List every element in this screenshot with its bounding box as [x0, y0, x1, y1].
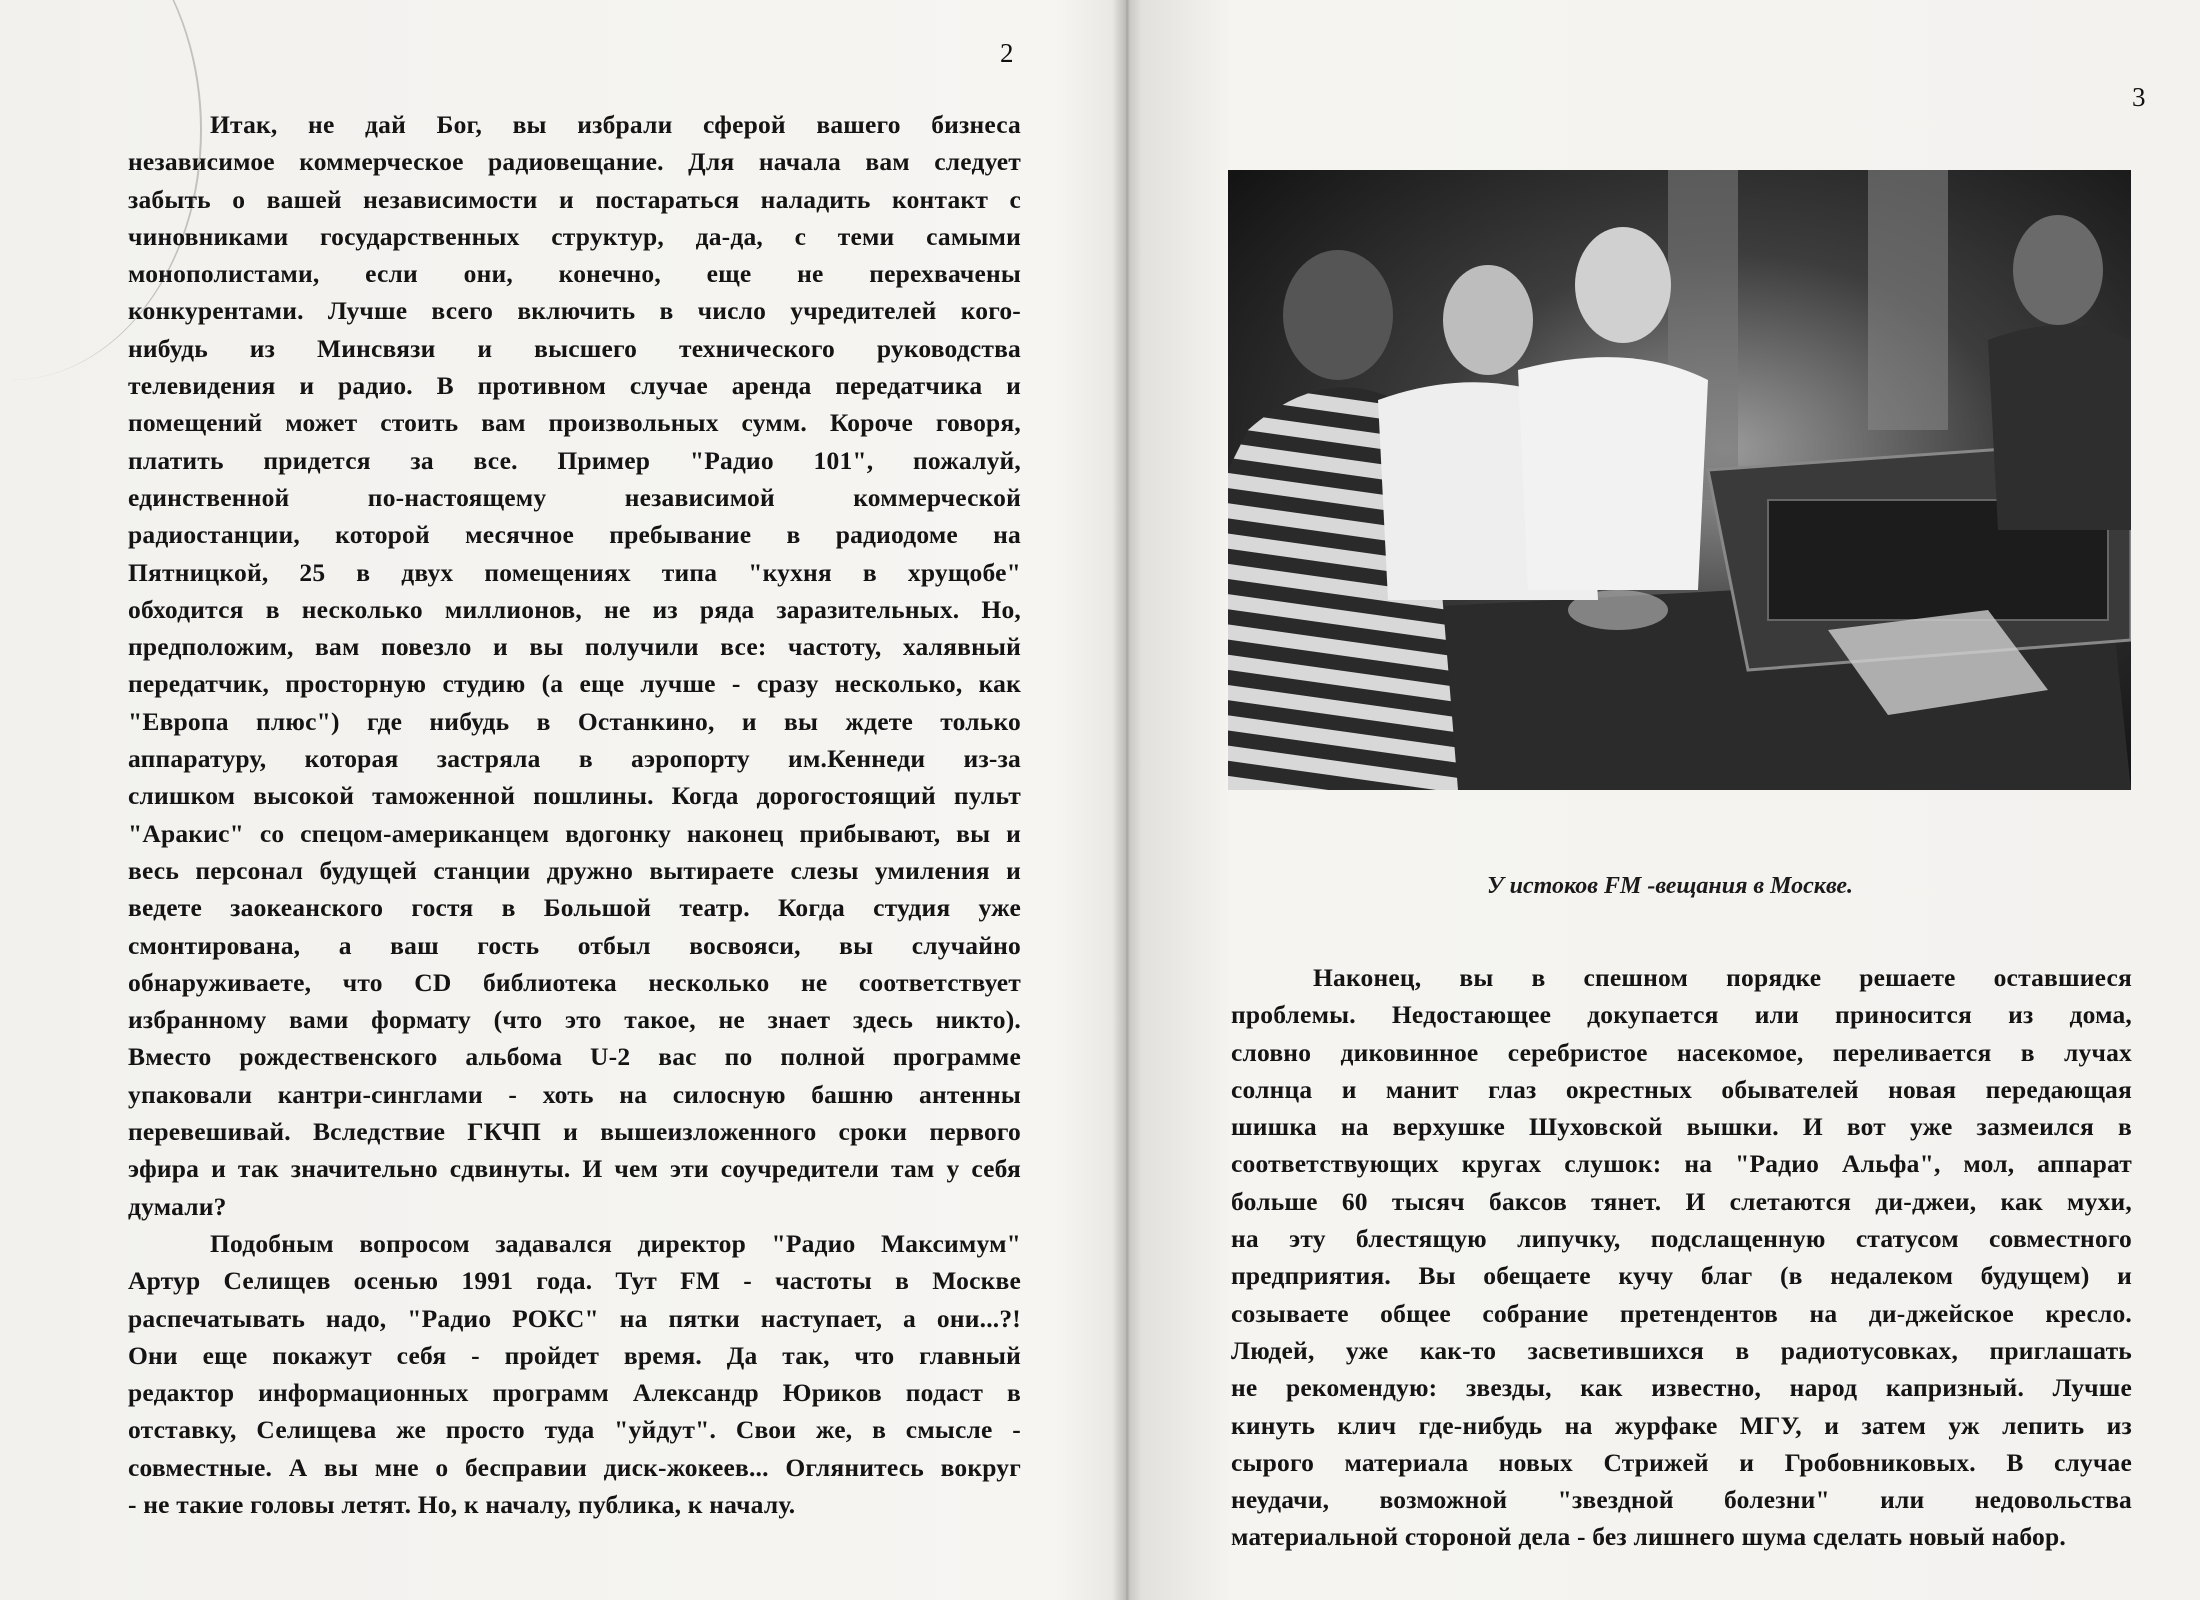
text-line: Наконец, вы в спешном порядке решаете оставшиеся: [1313, 963, 2132, 992]
text-line: думали?: [128, 1191, 227, 1221]
text-line: перевешивай. Вследствие ГКЧП и вышеизложенного сроки первого: [128, 1117, 1021, 1147]
studio-photo: [1228, 170, 2131, 790]
text-line: упаковали кантри-синглами - хоть на силосную башню антенны: [128, 1079, 1021, 1109]
right-page-text: [1231, 959, 2132, 1556]
text-line: редактор информационных программ Александр Юриков подаст в: [128, 1378, 1021, 1408]
text-line: "Аракис" со спецом-американцем вдогонку наконец прибывают, вы и: [128, 818, 1021, 848]
text-line: Вместо рождественского альбома U-2 вас по полной программе: [128, 1042, 1021, 1072]
text-line: материальной стороной дела - без лишнего шума сделать новый набор.: [1231, 1522, 2066, 1552]
text-line: созываете общее собрание претендентов на ди-джейское кресло.: [1231, 1298, 2132, 1328]
text-line: Итак, не дай Бог, вы избрали сферой вашего бизнеса: [210, 110, 1021, 139]
text-line: Артур Селищев осенью 1991 года. Тут FM - частоты в Москве: [128, 1266, 1021, 1296]
text-line: передатчик, просторную студию (а еще лучше - сразу несколько, как: [128, 669, 1021, 699]
text-line: помещений может стоить вам произвольных сумм. Короче говоря,: [128, 408, 1021, 438]
text-line: обходится в несколько миллионов, не из ряда заразительных. Но,: [128, 594, 1021, 624]
text-line: солнца и манит глаз окрестных обывателей новая передающая: [1231, 1074, 2132, 1104]
left-page-text: [128, 106, 1021, 1523]
text-line: проблемы. Недостающее докупается или приносится из дома,: [1231, 1000, 2132, 1030]
text-line: чиновниками государственных структур, да-да, с теми самыми: [128, 221, 1021, 251]
text-line: на эту блестящую липучку, подслащенную статусом совместного: [1231, 1224, 2132, 1254]
text-line: независимое коммерческое радиовещание. Для начала вам следует: [128, 147, 1021, 177]
text-line: Людей, уже как-то засветившихся в радиотусовках, приглашать: [1231, 1335, 2132, 1365]
text-line: предприятия. Вы обещаете кучу благ (в недалеком будущем) и: [1231, 1261, 2132, 1291]
text-line: отставку, Селищева же просто туда "уйдут". Свои же, в смысле -: [128, 1415, 1021, 1445]
text-line: больше 60 тысяч баксов тянет. И слетаются ди-джеи, как мухи,: [1231, 1186, 2132, 1216]
text-line: не рекомендую: звезды, как известно, народ капризный. Лучше: [1231, 1373, 2132, 1403]
text-line: телевидения и радио. В противном случае аренда передатчика и: [128, 371, 1021, 401]
text-line: "Европа плюс") где нибудь в Останкино, и вы ждете только: [128, 706, 1021, 736]
text-line: неудачи, возможной "звездной болезни" или недовольства: [1231, 1485, 2132, 1515]
right-page: [1140, 0, 2200, 1600]
text-line: слишком высокой таможенной пошлины. Когда дорогостоящий пульт: [128, 781, 1021, 811]
text-line: обнаруживаете, что CD библиотека несколько не соответствует: [128, 967, 1021, 997]
text-line: нибудь из Минсвязи и высшего технического руководства: [128, 333, 1021, 363]
text-line: эфира и так значительно сдвинуты. И чем эти соучредители там у себя: [128, 1154, 1021, 1184]
text-line: ведете заокеанского гостя в Большой театр. Когда студия уже: [128, 893, 1021, 923]
text-line: радиостанции, которой месячное пребывание в радиодоме на: [128, 520, 1021, 550]
photo-caption: У истоков FM -вещания в Москве.: [1486, 873, 1854, 899]
text-line: словно диковинное серебристое насекомое, переливается в лучах: [1231, 1037, 2132, 1067]
text-line: совместные. А вы мне о бесправии диск-жокеев... Оглянитесь вокруг: [128, 1452, 1021, 1482]
text-line: кинуть клич где-нибудь на журфаке МГУ, и затем уж лепить из: [1231, 1410, 2132, 1440]
left-page-number: 2: [1000, 38, 1014, 68]
text-line: - не такие головы летят. Но, к началу, публика, к началу.: [128, 1489, 796, 1519]
text-line: монополистами, если они, конечно, еще не перехвачены: [128, 259, 1021, 289]
text-line: Подобным вопросом задавался директор "Радио Максимум": [210, 1228, 1021, 1258]
text-line: платить придется за все. Пример "Радио 101", пожалуй,: [128, 445, 1021, 475]
text-line: единственной по-настоящему независимой коммерческой: [128, 482, 1021, 512]
studio-photo-illustration: [1228, 170, 2131, 790]
text-line: конкурентами. Лучше всего включить в число учредителей кого-: [128, 296, 1021, 326]
text-line: аппаратуру, которая застряла в аэропорту им.Кеннеди из-за: [128, 744, 1021, 774]
text-line: Пятницкой, 25 в двух помещениях типа "кухня в хрущобе": [128, 557, 1021, 587]
text-line: соответствующих кругах слушок: на "Радио Альфа", мол, аппарат: [1231, 1149, 2132, 1179]
text-line: избранному вами формату (что это такое, не знает здесь никто).: [128, 1005, 1021, 1035]
text-line: сырого материала новых Стрижей и Гробовниковых. В случае: [1231, 1447, 2132, 1477]
text-line: весь персонал будущей станции дружно вытираете слезы умиления и: [128, 855, 1021, 885]
text-line: забыть о вашей независимости и постараться наладить контакт с: [128, 184, 1021, 214]
text-line: распечатывать надо, "Радио РОКС" на пятки наступает, а они...?!: [128, 1303, 1021, 1333]
text-line: Они еще покажут себя - пройдет время. Да так, что главный: [128, 1340, 1021, 1370]
text-line: шишка на верхушке Шуховской вышки. И вот уже зазмеился в: [1231, 1112, 2132, 1142]
right-page-number: 3: [2132, 82, 2146, 112]
text-line: смонтирована, а ваш гость отбыл восвояси, вы случайно: [128, 930, 1021, 960]
text-line: предположим, вам повезло и вы получили все: частоту, халявный: [128, 632, 1021, 662]
